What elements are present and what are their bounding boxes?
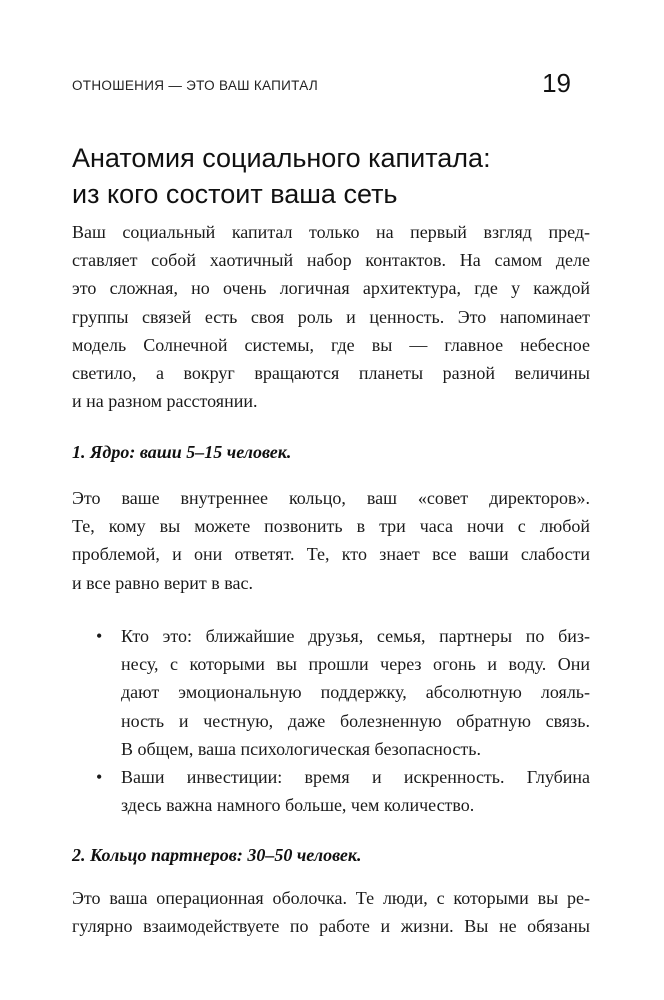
text-line: группы связей есть своя роль и ценность. Это напоминает bbox=[72, 306, 590, 327]
text-line: Ваши инвестиции: время и искренность. Глубина bbox=[121, 767, 590, 788]
text-line: В общем, ваша психологическая безопасность. bbox=[121, 738, 481, 759]
list-item bbox=[72, 622, 590, 763]
bullet-icon: • bbox=[96, 767, 103, 788]
section-heading bbox=[72, 140, 592, 212]
list-item bbox=[72, 763, 590, 819]
intro-paragraph bbox=[72, 218, 590, 415]
text-line: ность и честную, даже болезненную обратную связь. bbox=[121, 710, 590, 731]
text-line: Кто это: ближайшие друзья, семья, партнеры по биз- bbox=[121, 626, 590, 646]
text-line: это сложная, но очень логичная архитектура, где у каждой bbox=[72, 278, 590, 299]
text-line: Это ваша операционная оболочка. Те люди, с которыми вы ре- bbox=[72, 888, 590, 908]
text-line: дают эмоциональную поддержку, абсолютную лояль- bbox=[121, 682, 590, 703]
subheading-partners: 2. Кольцо партнеров: 30–50 человек. bbox=[72, 845, 362, 865]
core-paragraph bbox=[72, 484, 590, 597]
text-line: и все равно верит в вас. bbox=[72, 572, 253, 593]
heading-line: Анатомия социального капитала: bbox=[72, 143, 491, 173]
text-line: светило, а вокруг вращаются планеты разной величины bbox=[72, 363, 590, 384]
text-line: несу, с которыми вы прошли через огонь и воду. Они bbox=[121, 654, 590, 675]
heading-line: из кого состоит ваша сеть bbox=[72, 179, 398, 209]
text-line: ставляет собой хаотичный набор контактов. На самом деле bbox=[72, 250, 590, 271]
text-line: модель Солнечной системы, где вы — главное небесное bbox=[72, 334, 590, 355]
text-line: и на разном расстоянии. bbox=[72, 391, 258, 412]
text-line: Те, кому вы можете позвонить в три часа ночи с любой bbox=[72, 516, 590, 537]
core-bullet-list bbox=[72, 622, 590, 819]
bullet-icon: • bbox=[96, 626, 103, 646]
running-head: ОТНОШЕНИЯ — ЭТО ВАШ КАПИТАЛ bbox=[72, 78, 319, 93]
text-line: проблемой, и они ответят. Те, кто знает все ваши слабости bbox=[72, 544, 590, 565]
text-line: Это ваше внутреннее кольцо, ваш «совет директоров». bbox=[72, 488, 590, 508]
text-line: здесь важна намного больше, чем количество. bbox=[121, 795, 475, 816]
page-number: 19 bbox=[542, 68, 571, 98]
subheading-core: 1. Ядро: ваши 5–15 человек. bbox=[72, 442, 292, 462]
partners-paragraph bbox=[72, 884, 590, 940]
text-line: Ваш социальный капитал только на первый взгляд пред- bbox=[72, 222, 590, 242]
text-line: гулярно взаимодействуете по работе и жизни. Вы не обязаны bbox=[72, 916, 590, 937]
